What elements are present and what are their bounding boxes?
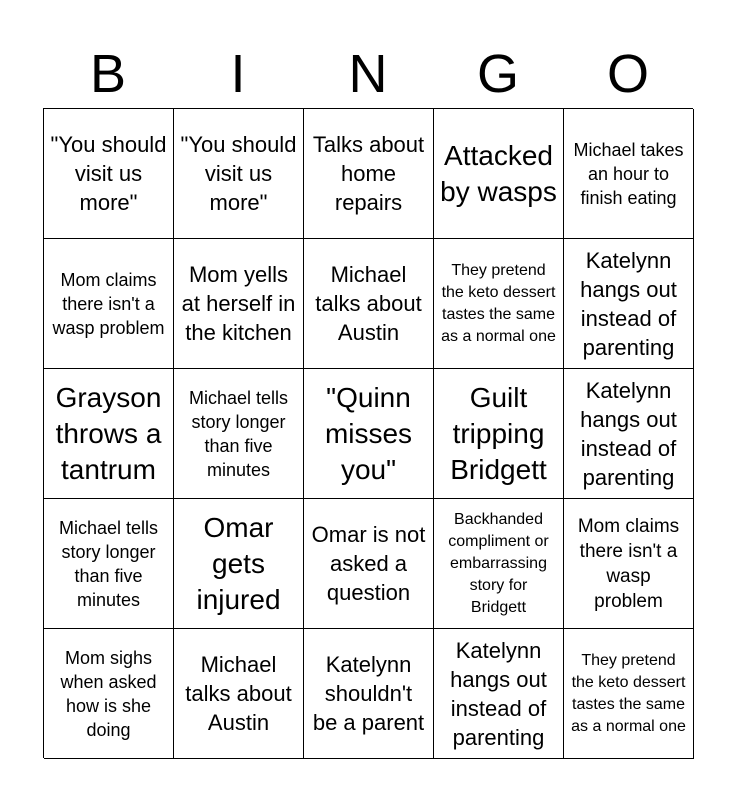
bingo-cell[interactable]: "You should visit us more"	[174, 109, 304, 239]
bingo-cell[interactable]: Backhanded compliment or embarrassing story for Bridgett	[434, 499, 564, 629]
bingo-cell[interactable]: Katelynn hangs out instead of parenting	[434, 629, 564, 759]
bingo-cell[interactable]: "Quinn misses you"	[304, 369, 434, 499]
bingo-cell[interactable]: Omar is not asked a question	[304, 499, 434, 629]
header-letter-i: I	[230, 44, 246, 104]
bingo-grid	[43, 108, 693, 758]
bingo-cell[interactable]: Michael takes an hour to finish eating	[564, 109, 694, 239]
bingo-cell[interactable]: "You should visit us more"	[44, 109, 174, 239]
bingo-cell[interactable]: Michael talks about Austin	[174, 629, 304, 759]
bingo-header	[43, 40, 693, 108]
bingo-cell[interactable]: They pretend the keto dessert tastes the same as a normal one	[564, 629, 694, 759]
header-letter-o: O	[606, 44, 649, 104]
bingo-cell[interactable]: Mom sighs when asked how is she doing	[44, 629, 174, 759]
bingo-cell[interactable]: Talks about home repairs	[304, 109, 434, 239]
bingo-cell[interactable]: They pretend the keto dessert tastes the same as a normal one	[434, 239, 564, 369]
bingo-cell[interactable]: Katelynn shouldn't be a parent	[304, 629, 434, 759]
bingo-cell[interactable]: Attacked by wasps	[434, 109, 564, 239]
bingo-cell[interactable]: Mom yells at herself in the kitchen	[174, 239, 304, 369]
bingo-cell[interactable]: Katelynn hangs out instead of parenting	[564, 239, 694, 369]
header-letter-g: G	[476, 44, 519, 104]
bingo-cell[interactable]: Grayson throws a tantrum	[44, 369, 174, 499]
bingo-cell[interactable]: Michael tells story longer than five minutes	[174, 369, 304, 499]
bingo-cell[interactable]: Michael tells story longer than five minutes	[44, 499, 174, 629]
header-letter-b: B	[89, 44, 127, 104]
bingo-cell[interactable]: Mom claims there isn't a wasp problem	[564, 499, 694, 629]
bingo-cell[interactable]: Omar gets injured	[174, 499, 304, 629]
bingo-cell[interactable]: Guilt tripping Bridgett	[434, 369, 564, 499]
bingo-cell[interactable]: Mom claims there isn't a wasp problem	[44, 239, 174, 369]
bingo-cell[interactable]: Michael talks about Austin	[304, 239, 434, 369]
bingo-cell[interactable]: Katelynn hangs out instead of parenting	[564, 369, 694, 499]
header-letter-n: N	[348, 44, 388, 104]
